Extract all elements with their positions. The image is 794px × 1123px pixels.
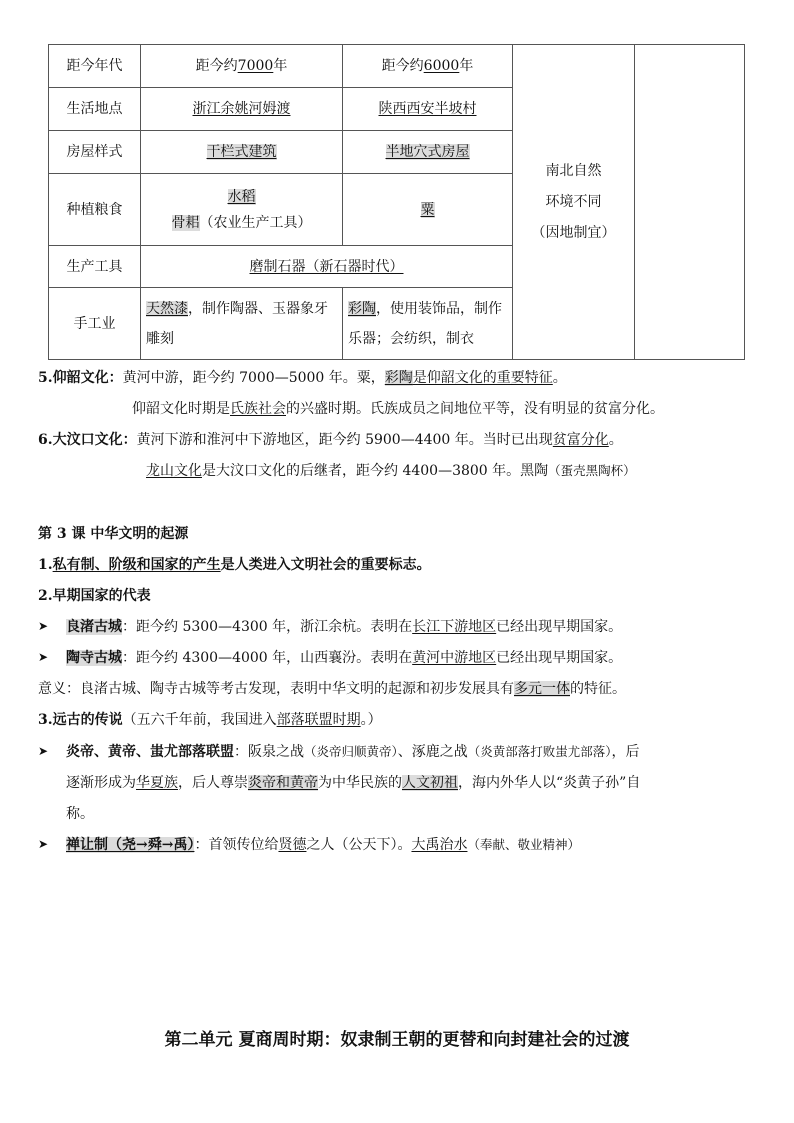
hemudu-age: 距今约7000年 [141,45,343,88]
reason-cell [513,45,635,360]
yanhuang-line-2: 逐渐形成为华夏族，后人尊崇炎帝和黄帝为中华民族的人文初祖，海内外华人以“炎黄子孙”自 [66,775,641,791]
point-3: 3.远古的传说（五六千年前，我国进入部落联盟时期。） [38,712,382,728]
reason-line: （因地制宜） [531,224,616,241]
liangzhu-line: 良渚古城：距今约 5300—4300 年，浙江余杭。表明在长江下游地区已经出现早期国家。 [66,619,623,635]
yanhuang-line-1: 炎帝、黄帝、蚩尤部落联盟：阪泉之战（炎帝归顺黄帝）、涿鹿之战（炎黄部落打败蚩尤部落），后 [66,744,640,760]
empty-cell [635,45,745,360]
arrow-bullet-icon: ➤ [38,619,49,633]
dawenkou-line: 6.大汶口文化：黄河下游和淮河中下游地区，距今约 5900—4400 年。当时已出现贫富分化。 [38,432,623,448]
lesson3-title: 第 3 课 中华文明的起源 [38,526,189,542]
banpo-crops: 粟 [343,174,513,246]
shanrang-line: 禅让制（尧→舜→禹）：首领传位给贤德之人（公天下）。大禹治水（奉献、敬业精神） [66,837,580,853]
arrow-bullet-icon: ➤ [38,650,49,664]
banpo-location: 陕西西安半坡村 [343,88,513,131]
taosi-line: 陶寺古城：距今约 4300—4000 年，山西襄汾。表明在黄河中游地区已经出现早期国家。 [66,650,623,666]
hemudu-house: 干栏式建筑 [141,131,343,174]
row-label: 距今年代 [49,45,141,88]
hemudu-craft: 天然漆，制作陶器、玉器象牙雕刻 [141,288,343,360]
significance-line: 意义：良渚古城、陶寺古城等考古发现，表明中华文明的起源和初步发展具有多元一体的特征。 [38,681,626,697]
point-2: 2.早期国家的代表 [38,588,151,604]
arrow-bullet-icon: ➤ [38,837,49,851]
longshan-line: 龙山文化是大汶口文化的后继者，距今约 4400—3800 年。黑陶（蛋壳黑陶杯） [146,463,636,479]
hemudu-location: 浙江余姚河姆渡 [141,88,343,131]
row-label: 房屋样式 [49,131,141,174]
banpo-craft: 彩陶，使用装饰品，制作乐器；会纺织，制衣 [343,288,513,360]
banpo-house: 半地穴式房屋 [343,131,513,174]
shared-tools: 磨制石器（新石器时代） [141,246,513,288]
row-label: 生产工具 [49,246,141,288]
row-label: 种植粮食 [49,174,141,246]
reason-line: 环境不同 [545,193,602,210]
yanhuang-line-3: 称。 [66,806,94,822]
reason-line: 南北自然 [545,162,602,179]
banpo-age: 距今约6000年 [343,45,513,88]
row-label: 生活地点 [49,88,141,131]
row-label: 手工业 [49,288,141,360]
culture-comparison-table [48,44,745,360]
unit2-title: 第二单元 夏商周时期：奴隶制王朝的更替和向封建社会的过渡 [164,1030,630,1050]
point-1: 1.私有制、阶级和国家的产生是人类进入文明社会的重要标志。 [38,557,431,573]
yangshao-line-2: 仰韶文化时期是氏族社会的兴盛时期。氏族成员之间地位平等，没有明显的贫富分化。 [132,401,664,417]
hemudu-crops: 水稻 骨耜（农业生产工具） [141,174,343,246]
yangshao-line: 5.仰韶文化：黄河中游，距今约 7000—5000 年。粟，彩陶是仰韶文化的重要特征。 [38,370,567,386]
arrow-bullet-icon: ➤ [38,744,49,758]
